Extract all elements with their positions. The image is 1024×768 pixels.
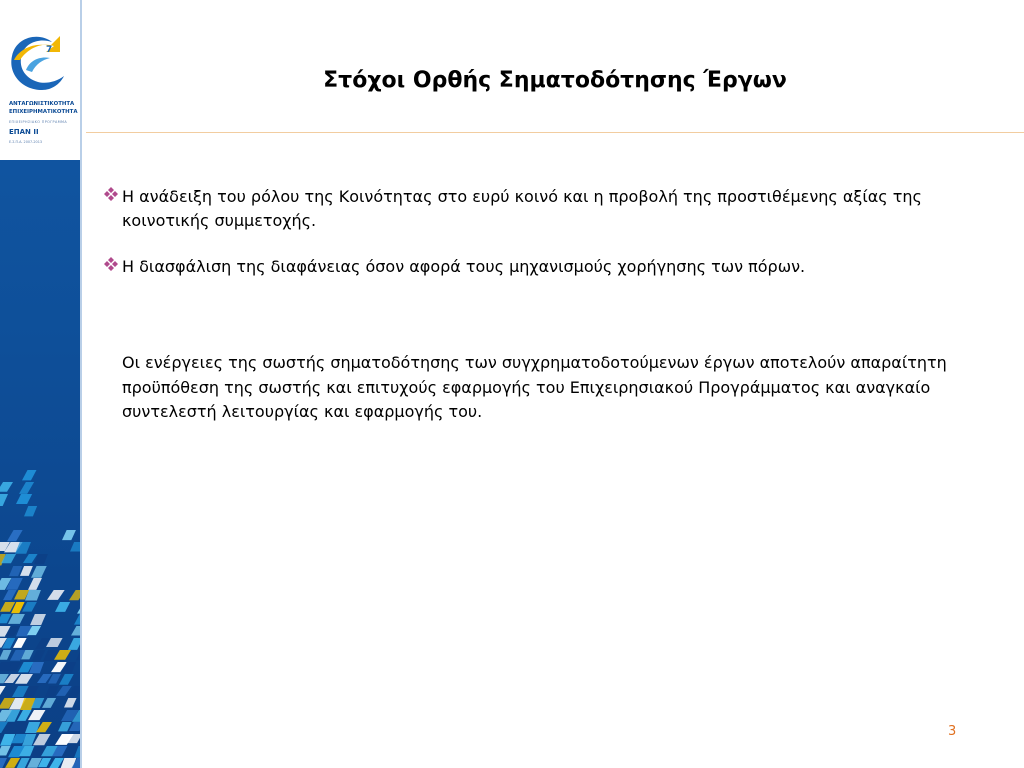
bullet-text: Η ανάδειξη του ρόλου της Κοινότητας στο ευρύ κοινό και η προβολή της προστιθέμενης αξίας της κοινοτικής συμμετοχής. (122, 187, 922, 230)
mosaic-tile (24, 506, 37, 516)
body-paragraph: Οι ενέργειες της σωστής σηματοδότησης των συγχρηματοδοτούμενων έργων αποτελούν απαραίτητη προϋπόθεση της σωστής και επιτυχούς εφαρμογής του Επιχειρησιακού Προγράμματος και αναγκαίο συντελεστή λειτουργίας και εφαρμογής του. (122, 353, 947, 421)
mosaic-tile (22, 602, 37, 612)
epan-logo-icon (6, 30, 68, 96)
mosaic-tile (59, 674, 74, 685)
mosaic-tile (30, 614, 46, 625)
mosaic-tile (28, 578, 42, 590)
mosaic-tile (35, 638, 50, 650)
slide-title: Στόχοι Ορθής Σηματοδότησης Έργων (323, 68, 787, 93)
logo-text-line: ΑΝΤΑΓΩΝΙΣΤΙΚΟΤΗΤΑ (9, 101, 75, 107)
mosaic-tile (64, 698, 77, 707)
logo-area (0, 0, 82, 160)
band-edge-divider (80, 0, 82, 768)
diamond-bullet-icon (103, 256, 119, 272)
mosaic-tile (32, 650, 45, 660)
bullet-text: Η διασφάλιση της διαφάνειας όσον αφορά τους μηχανισμούς χορήγησης των πόρων. (122, 257, 806, 276)
logo-text-line: ΕΠΑΝ ΙΙ (9, 128, 39, 136)
mosaic-tile (33, 734, 51, 745)
mosaic-tile (31, 566, 47, 578)
mosaic-tile (0, 494, 8, 506)
mosaic-tile (19, 482, 34, 494)
mosaic-tile (20, 566, 33, 576)
mosaic-tile (9, 566, 22, 576)
mosaic-tile (0, 686, 6, 695)
mosaic-tile (0, 746, 11, 755)
left-decorative-band (0, 0, 82, 768)
bullet-item (103, 255, 983, 279)
mosaic-tile (0, 650, 11, 660)
mosaic-tile (22, 470, 36, 480)
title-divider (86, 132, 1024, 133)
bullet-list (103, 185, 983, 279)
page-number: 3 (948, 724, 957, 739)
mosaic-tile (55, 602, 70, 612)
mosaic-tile (13, 638, 27, 648)
logo-text-line: Ε.Σ.Π.Α. 2007-2013 (9, 140, 43, 144)
mosaic-tile (42, 698, 56, 708)
mosaic-tile (7, 530, 23, 541)
mosaic-tile (0, 482, 13, 492)
mosaic-tile (58, 722, 72, 731)
mosaic-tile (62, 530, 76, 540)
bullet-item (103, 185, 983, 233)
svg-text:7: 7 (46, 45, 53, 55)
mosaic-tile (16, 494, 32, 504)
diamond-bullet-icon (103, 186, 119, 202)
logo-text-line: ΕΠΙΧΕΙΡΗΜΑΤΙΚΟΤΗΤΑ (9, 109, 78, 115)
logo-text-line: ΕΠΙΧΕΙΡΗΣΙΑΚΟ ΠΡΟΓΡΑΜΜΑ (9, 120, 68, 124)
mosaic-tile (47, 590, 65, 600)
